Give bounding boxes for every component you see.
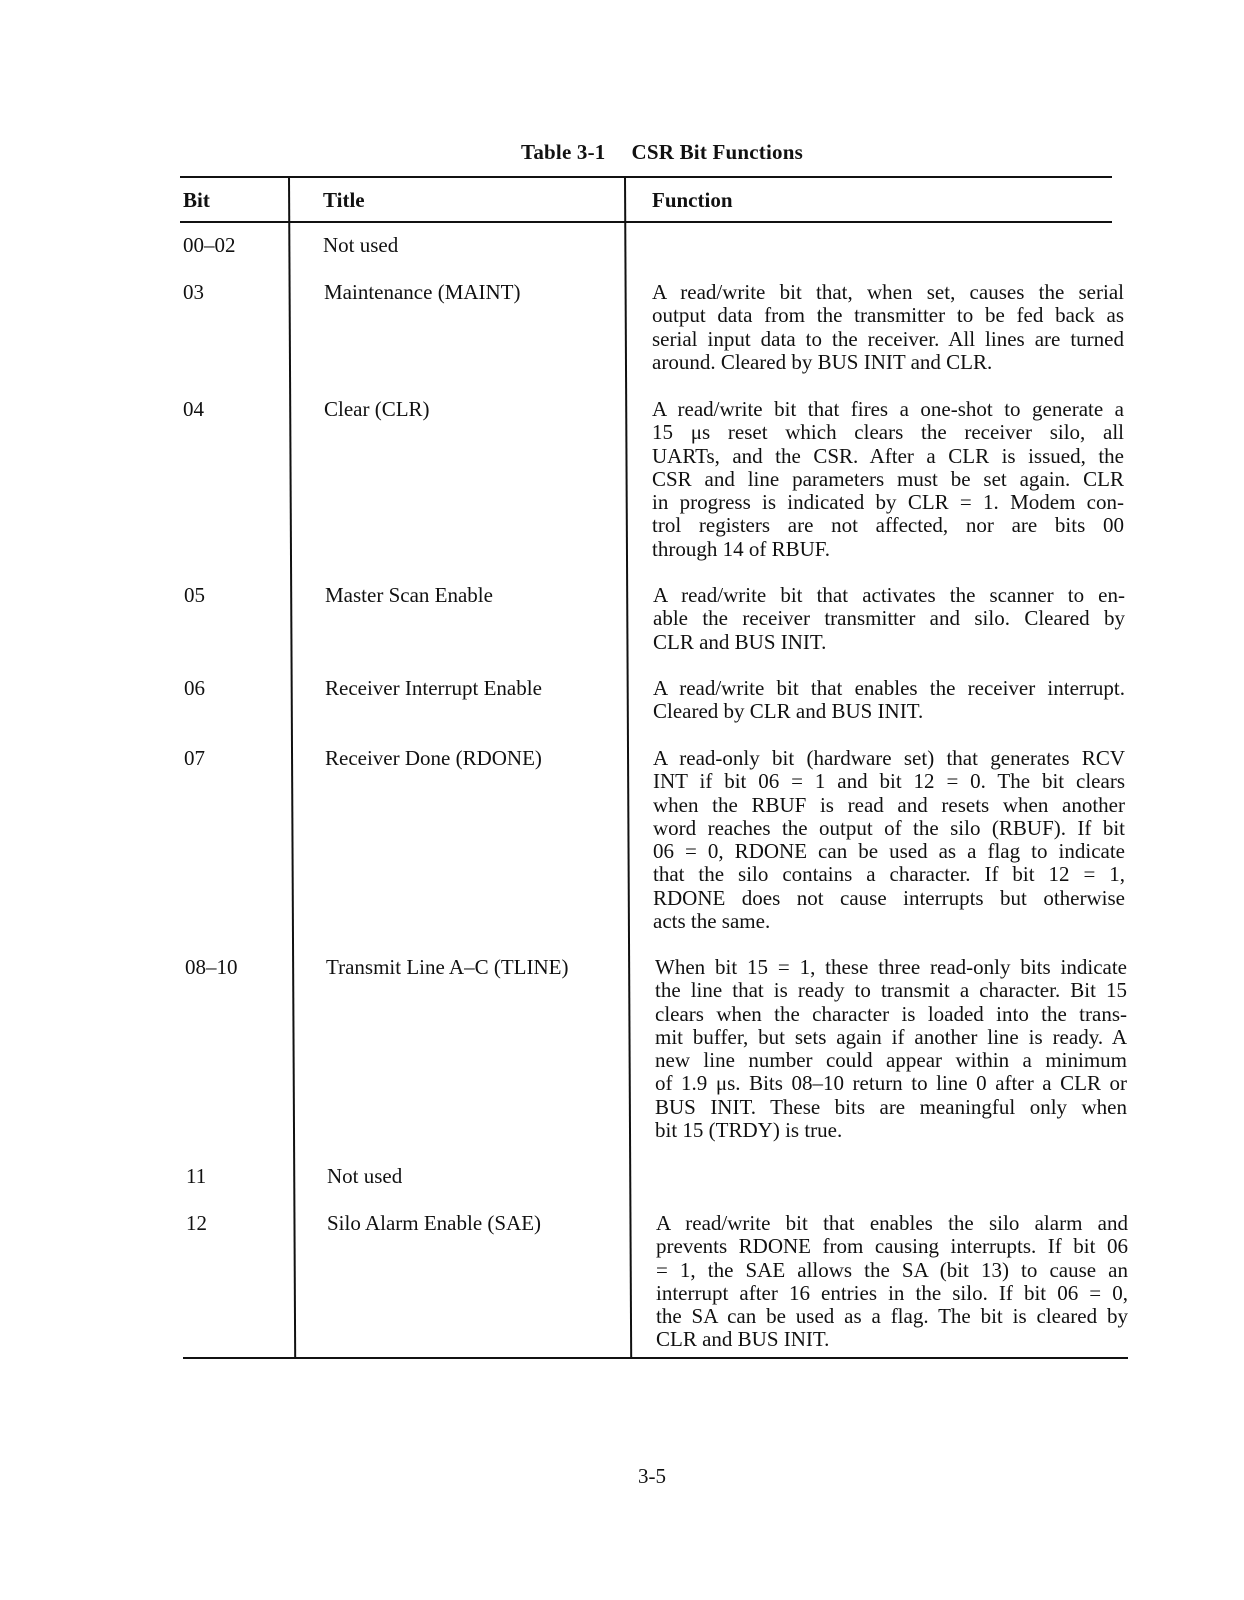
- row-title: Transmit Line A–C (TLINE): [326, 955, 569, 979]
- row-title: Not used: [323, 233, 399, 257]
- function-line: trol registers are not affected, nor are bits 00: [652, 513, 1124, 538]
- function-line: in progress is indicated by CLR = 1. Modem con-: [652, 490, 1124, 515]
- row-function: [653, 677, 1125, 724]
- function-line: output data from the transmitter to be fed back as: [652, 303, 1124, 328]
- table-header-rule: [180, 221, 1112, 223]
- row-function: [652, 281, 1124, 374]
- function-line: the SA can be used as a flag. The bit is cleared by: [656, 1304, 1128, 1329]
- function-line: mit buffer, but sets again if another line is ready. A: [655, 1024, 1127, 1049]
- function-line: A read/write bit that enables the silo alarm and: [656, 1211, 1128, 1235]
- function-line: acts the same.: [653, 909, 771, 934]
- row-title: Receiver Interrupt Enable: [325, 676, 542, 700]
- column-header-bit: Bit: [183, 188, 210, 212]
- function-line: CLR and BUS INIT.: [656, 1327, 830, 1352]
- column-header-title: Title: [323, 188, 365, 212]
- function-line: UARTs, and the CSR. After a CLR is issued, the: [652, 443, 1124, 468]
- table-top-rule: [180, 176, 1112, 178]
- table-bottom-rule: [183, 1357, 1128, 1359]
- function-line: 06 = 0, RDONE can be used as a flag to indicate: [653, 839, 1125, 864]
- function-line: = 1, the SAE allows the SA (bit 13) to cause an: [656, 1257, 1128, 1282]
- function-line: the line that is ready to transmit a character. Bit 15: [655, 978, 1127, 1003]
- function-line: INT if bit 06 = 1 and bit 12 = 0. The bit clears: [653, 769, 1125, 794]
- function-line: when the RBUF is read and resets when another: [653, 792, 1125, 817]
- function-line: word reaches the output of the silo (RBUF). If bit: [653, 815, 1125, 840]
- function-line: interrupt after 16 entries in the silo. If bit 06 = 0,: [656, 1280, 1128, 1305]
- row-bit: 12: [186, 1211, 207, 1235]
- row-bit: 06: [184, 676, 205, 700]
- column-header-function: Function: [652, 188, 733, 212]
- row-title: Maintenance (MAINT): [324, 280, 521, 304]
- column-divider-title-function: [624, 176, 632, 1358]
- function-line: serial input data to the receiver. All lines are turned: [652, 326, 1124, 351]
- row-function: [656, 1212, 1128, 1352]
- function-line: A read/write bit that activates the scanner to en-: [653, 583, 1125, 607]
- function-line: RDONE does not cause interrupts but otherwise: [653, 885, 1125, 910]
- table-caption-title: CSR Bit Functions: [631, 140, 803, 164]
- function-line: new line number could appear within a minimum: [655, 1048, 1127, 1073]
- row-title: Receiver Done (RDONE): [325, 746, 542, 770]
- row-function: [652, 398, 1124, 561]
- column-divider-bit-title: [288, 176, 296, 1358]
- row-function: [653, 747, 1125, 933]
- row-title: Master Scan Enable: [325, 583, 493, 607]
- function-line: around. Cleared by BUS INIT and CLR.: [652, 349, 993, 374]
- function-line: 15 μs reset which clears the receiver silo, all: [652, 420, 1124, 445]
- function-line: prevents RDONE from causing interrupts. If bit 06: [656, 1234, 1128, 1259]
- function-line: Cleared by CLR and BUS INIT.: [653, 699, 924, 724]
- function-line: When bit 15 = 1, these three read-only bits indicate: [655, 955, 1127, 979]
- row-title: Clear (CLR): [324, 397, 430, 421]
- function-line: clears when the character is loaded into the trans-: [655, 1001, 1127, 1026]
- function-line: CLR and BUS INIT.: [653, 629, 827, 654]
- function-line: BUS INIT. These bits are meaningful only when: [655, 1094, 1127, 1119]
- row-bit: 00–02: [183, 233, 236, 257]
- function-line: A read/write bit that enables the receiver interrupt.: [653, 676, 1125, 700]
- row-title: Silo Alarm Enable (SAE): [327, 1211, 542, 1235]
- row-bit: 07: [184, 746, 205, 770]
- page-number: 3-5: [638, 1464, 666, 1488]
- function-line: of 1.9 μs. Bits 08–10 return to line 0 after a CLR or: [655, 1071, 1127, 1096]
- row-bit: 08–10: [185, 955, 238, 979]
- table-caption: [0, 140, 1244, 165]
- row-function: [655, 956, 1127, 1142]
- table-caption-number: Table 3-1: [521, 140, 606, 164]
- function-line: A read/write bit that fires a one-shot to generate a: [652, 397, 1124, 421]
- row-title: Not used: [327, 1164, 403, 1188]
- function-line: through 14 of RBUF.: [652, 536, 830, 561]
- row-function: [653, 584, 1125, 654]
- function-line: bit 15 (TRDY) is true.: [655, 1118, 843, 1143]
- function-line: A read-only bit (hardware set) that generates RCV: [653, 746, 1125, 770]
- function-line: CSR and line parameters must be set again. CLR: [652, 466, 1124, 491]
- row-bit: 05: [184, 583, 205, 607]
- row-bit: 04: [183, 397, 204, 421]
- function-line: that the silo contains a character. If bit 12 = 1,: [653, 862, 1125, 887]
- row-bit: 11: [186, 1164, 207, 1188]
- row-bit: 03: [183, 280, 204, 304]
- function-line: A read/write bit that, when set, causes the serial: [652, 280, 1124, 304]
- function-line: able the receiver transmitter and silo. Cleared by: [653, 606, 1125, 631]
